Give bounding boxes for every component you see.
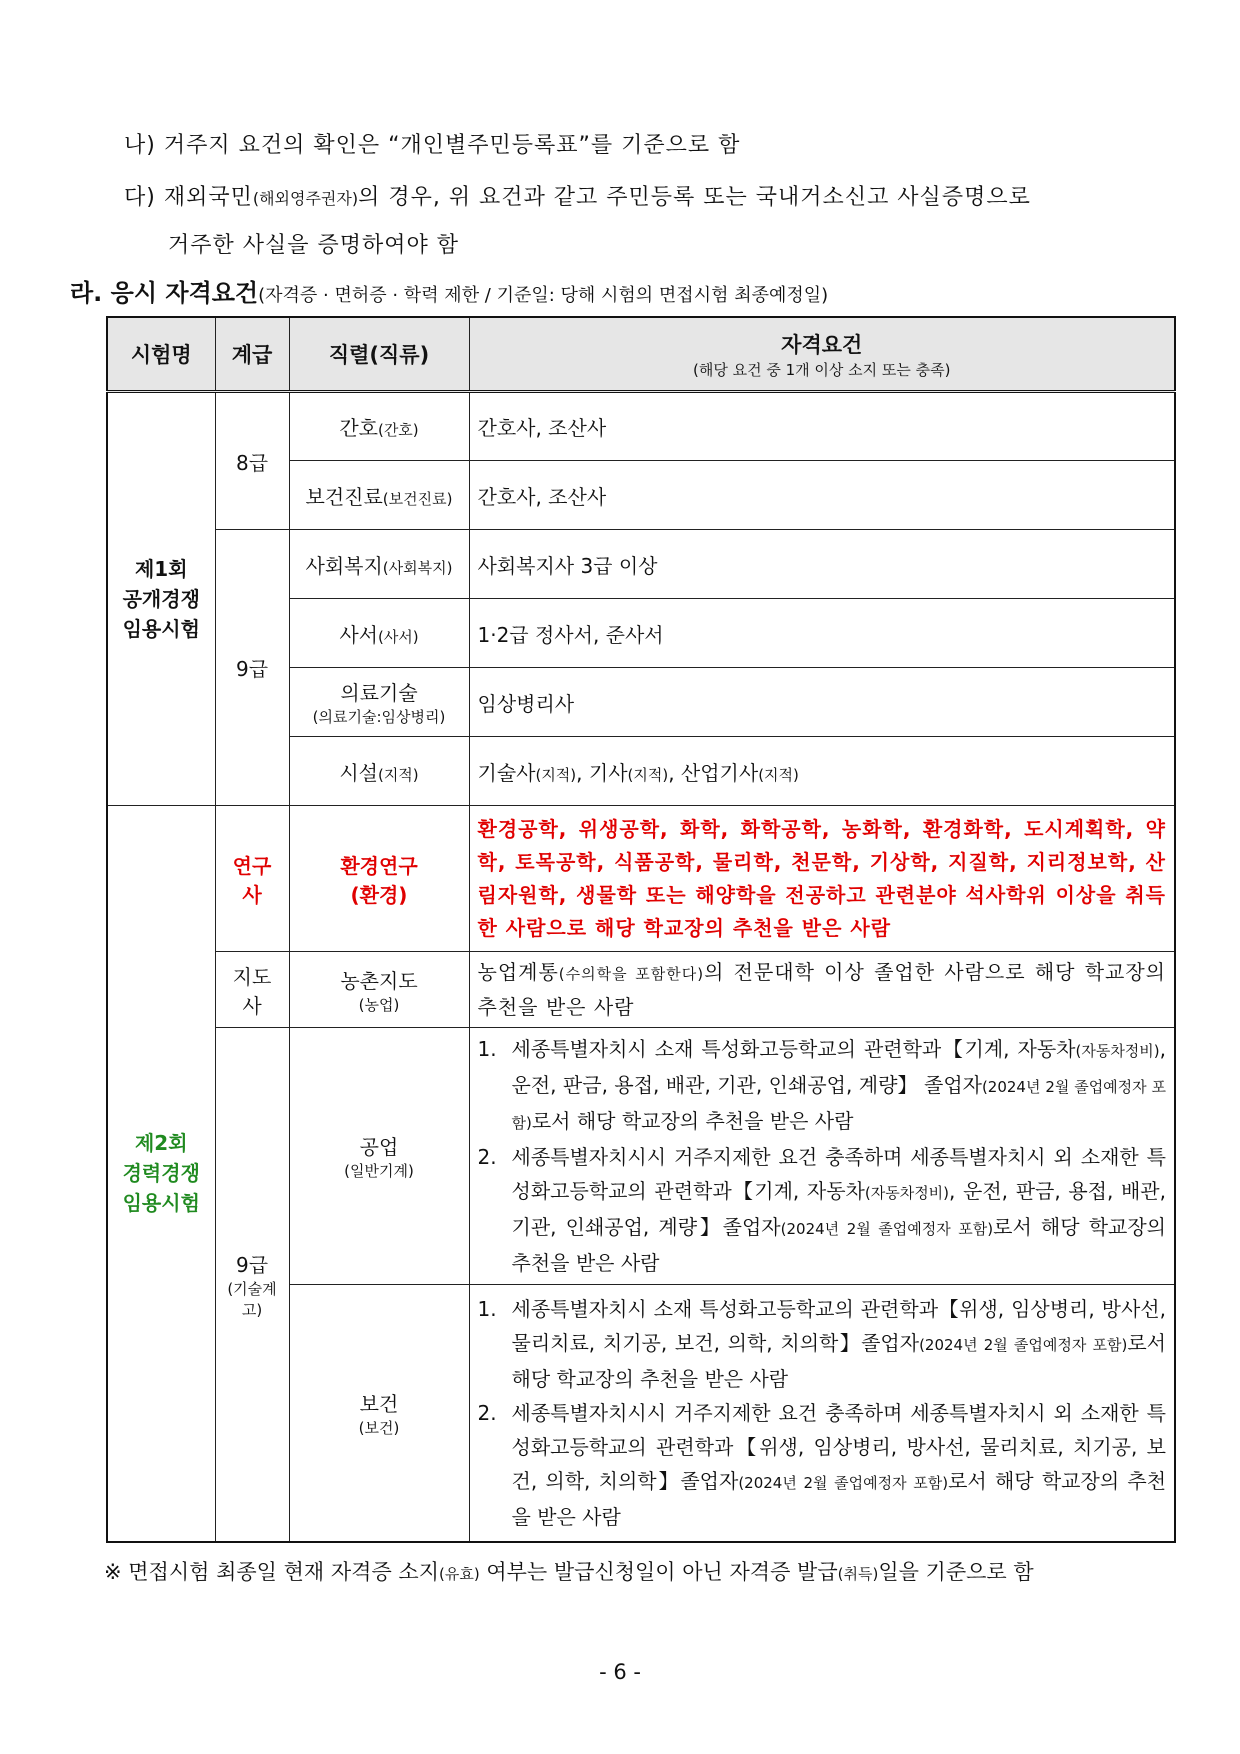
req-cell: 사회복지사 3급 이상 — [469, 530, 1175, 599]
footnote — [104, 1556, 1034, 1586]
job-cell — [289, 461, 469, 530]
req-item — [478, 1292, 1167, 1396]
table-row — [107, 530, 1175, 599]
footnote-part: 일을 기준으로 함 — [878, 1560, 1034, 1584]
group1-name-line2: 공개경쟁 — [122, 587, 200, 611]
req-part: 로서 해당 학교장의 추천을 받은 사람 — [511, 1468, 1167, 1529]
table-row — [107, 1028, 1175, 1285]
footnote-small: (취득) — [837, 1565, 879, 1583]
req-part-small: (2024년 2월 졸업예정자 포함) — [919, 1335, 1128, 1354]
job-cell — [289, 737, 469, 806]
header-req-note: (해당 요건 중 1개 이상 소지 또는 충족) — [693, 360, 951, 379]
req-part-small: (자동차정비) — [1075, 1042, 1160, 1060]
page-number: - 6 - — [599, 1660, 641, 1684]
req-part: , 산업기사 — [668, 760, 759, 785]
req-part-small: (2024년 2월 졸업예정자 포함) — [511, 1078, 1166, 1132]
job-cell — [289, 530, 469, 599]
job-cell — [289, 668, 469, 737]
req-part-small: (지적) — [758, 765, 799, 784]
job-sub: (사서) — [377, 627, 419, 646]
req-part-small: (자동차정비) — [864, 1184, 950, 1202]
item-number: 2. — [477, 1145, 497, 1169]
intro-line-da-cont: 거주한 사실을 증명하여야 함 — [168, 233, 460, 258]
req-part: 기술사 — [477, 760, 536, 785]
section-subtitle: (자격증 · 면허증 · 학력 제한 / 기준일: 당해 시험의 면접시험 최종예정일) — [258, 285, 829, 306]
req-part-small: (2024년 2월 졸업예정자 포함) — [780, 1220, 994, 1238]
job-cell — [289, 1028, 469, 1285]
req-part: 농업계통 — [477, 959, 559, 984]
job-sub: (보건) — [358, 1418, 400, 1437]
job-sub: (지적) — [377, 765, 419, 784]
req-cell-guide — [469, 952, 1175, 1028]
job-label: 사회복지 — [305, 553, 383, 578]
req-part: 세종특별자치시 소재 특성화고등학교의 관련학과【위생, 임상병리, 방사선, 물리치료, 치기공, 보건, 의학, 치의학】졸업자 — [511, 1296, 1166, 1355]
req-item — [478, 1140, 1167, 1280]
req-cell — [469, 737, 1175, 806]
req-part: 세종특별자치시 소재 특성화고등학교의 관련학과【기계, 자동차 — [511, 1037, 1076, 1061]
group2-name-line2: 경력경쟁 — [122, 1161, 200, 1186]
header-exam: 시험명 — [107, 317, 215, 392]
req-part: 의 전문대학 이상 졸업한 사람으로 해당 학교장의 추천을 받은 사람 — [477, 959, 1166, 1019]
group2-name-line1: 제2회 — [134, 1131, 188, 1156]
grade-9-sub: (기술계고) — [227, 1279, 277, 1319]
req-cell: 임상병리사 — [469, 668, 1175, 737]
table-header-row — [107, 317, 1175, 392]
req-part: , 운전, 판금, 용접, 배관, 기관, 인쇄공업, 계량】졸업자 — [511, 1179, 1166, 1239]
req-cell-industry — [469, 1028, 1175, 1285]
section-heading — [70, 273, 828, 308]
header-req — [469, 317, 1175, 392]
job-label: 사서 — [339, 622, 378, 647]
section-title: 라. 응시 자격요건 — [70, 279, 259, 307]
req-cell: 간호사, 조산사 — [469, 392, 1175, 461]
req-item — [478, 1032, 1167, 1140]
item-number: 2. — [477, 1400, 497, 1425]
footnote-part: ※ 면접시험 최종일 현재 자격증 소지 — [104, 1560, 439, 1584]
grade-researcher: 연구사 — [215, 806, 289, 952]
req-part: 세종특별자치시시 거주지제한 요건 충족하며 세종특별자치시 외 소재한 특성화고등학교의 관련학과【기계, 자동차 — [511, 1145, 1166, 1203]
header-grade: 계급 — [215, 317, 289, 392]
table-row — [107, 392, 1175, 461]
item-number: 1. — [477, 1296, 497, 1321]
grade-9-label: 9급 — [235, 1252, 269, 1277]
job-label: 공업 — [359, 1135, 399, 1159]
job-label: 시설 — [339, 760, 378, 785]
req-part: 로서 해당 학교장의 추천을 받은 사람 — [511, 1215, 1166, 1275]
req-part: , 기사 — [576, 760, 628, 785]
header-job: 직렬(직류) — [289, 317, 469, 392]
req-cell: 간호사, 조산사 — [469, 461, 1175, 530]
req-part: 로서 해당 학교장의 추천을 받은 사람 — [511, 1330, 1166, 1391]
req-cell: 1·2급 정사서, 준사서 — [469, 599, 1175, 668]
job-sub: (일반기계) — [344, 1162, 414, 1180]
req-cell-health — [469, 1285, 1175, 1542]
group2-name — [107, 806, 215, 1542]
job-label: 간호 — [339, 416, 378, 440]
job-sub: (농업) — [358, 995, 400, 1014]
job-label: 보건진료 — [305, 484, 383, 509]
qualification-table — [106, 316, 1176, 1543]
req-part: 로서 해당 학교장의 추천을 받은 사람 — [531, 1109, 854, 1133]
req-part: , 운전, 판금, 용접, 배관, 기관, 인쇄공업, 계량】 졸업자 — [511, 1037, 1166, 1097]
job-label: 농촌지도 — [340, 968, 418, 993]
table-row — [107, 806, 1175, 952]
job-cell — [289, 806, 469, 952]
job-sub: (간호) — [377, 421, 419, 439]
job-cell — [289, 952, 469, 1028]
intro-da-pre: 다) 재외국민 — [124, 185, 253, 210]
req-part-small: (수의학을 포함한다) — [558, 964, 705, 983]
job-label: 의료기술 — [340, 681, 418, 705]
group1-name — [107, 392, 215, 806]
grade-8: 8급 — [215, 392, 289, 530]
group1-name-line1: 제1회 — [134, 557, 188, 581]
job-cell — [289, 1285, 469, 1542]
header-req-title: 자격요건 — [781, 332, 863, 357]
footnote-part: 여부는 발급신청일이 아닌 자격증 발급 — [479, 1560, 838, 1584]
req-item — [478, 1396, 1167, 1534]
req-part-small: (2024년 2월 졸업예정자 포함) — [738, 1473, 949, 1492]
table-row — [107, 952, 1175, 1028]
job-cell — [289, 599, 469, 668]
req-part: 세종특별자치시시 거주지제한 요건 충족하며 세종특별자치시 외 소재한 특성화고등학교의 관련학과【위생, 임상병리, 방사선, 물리치료, 치기공, 보건, 의학, 치의학】졸업자 — [511, 1400, 1166, 1493]
job-sub: (보건진료) — [382, 489, 453, 508]
group1-name-line3: 임용시험 — [122, 617, 200, 641]
job-sub: (사회복지) — [382, 558, 453, 577]
job-label: 보건 — [359, 1391, 399, 1416]
grade-9-tech — [215, 1028, 289, 1542]
intro-da-small: (해외영주권자) — [252, 189, 359, 208]
job-sub: (환경) — [350, 882, 408, 907]
req-part-small: (지적) — [535, 765, 577, 784]
req-part-small: (지적) — [627, 765, 669, 784]
intro-line-da — [124, 180, 1031, 211]
grade-guide: 지도사 — [215, 952, 289, 1028]
job-cell — [289, 392, 469, 461]
footnote-small: (유효) — [438, 1565, 480, 1583]
job-sub: (의료기술:임상병리) — [312, 708, 446, 726]
intro-line-na: 나) 거주지 요건의 확인은 “개인별주민등록표”를 기준으로 함 — [124, 133, 741, 158]
group2-name-line3: 임용시험 — [122, 1191, 200, 1216]
item-number: 1. — [477, 1037, 497, 1061]
intro-da-post: 의 경우, 위 요건과 같고 주민등록 또는 국내거소신고 사실증명으로 — [358, 185, 1031, 210]
grade-9: 9급 — [215, 530, 289, 806]
job-label: 환경연구 — [340, 853, 418, 878]
req-cell-research: 환경공학, 위생공학, 화학, 화학공학, 농화학, 환경화학, 도시계획학, 약학, 토목공학, 식품공학, 물리학, 천문학, 기상학, 지질학, 지리정보학, 산림자원학, 생물학 또는 해양학을 전공하고 관련분야 석사학위 이상을 취득한 사람으로 해당 학교장의 추천을 받은 사람 — [469, 806, 1175, 952]
